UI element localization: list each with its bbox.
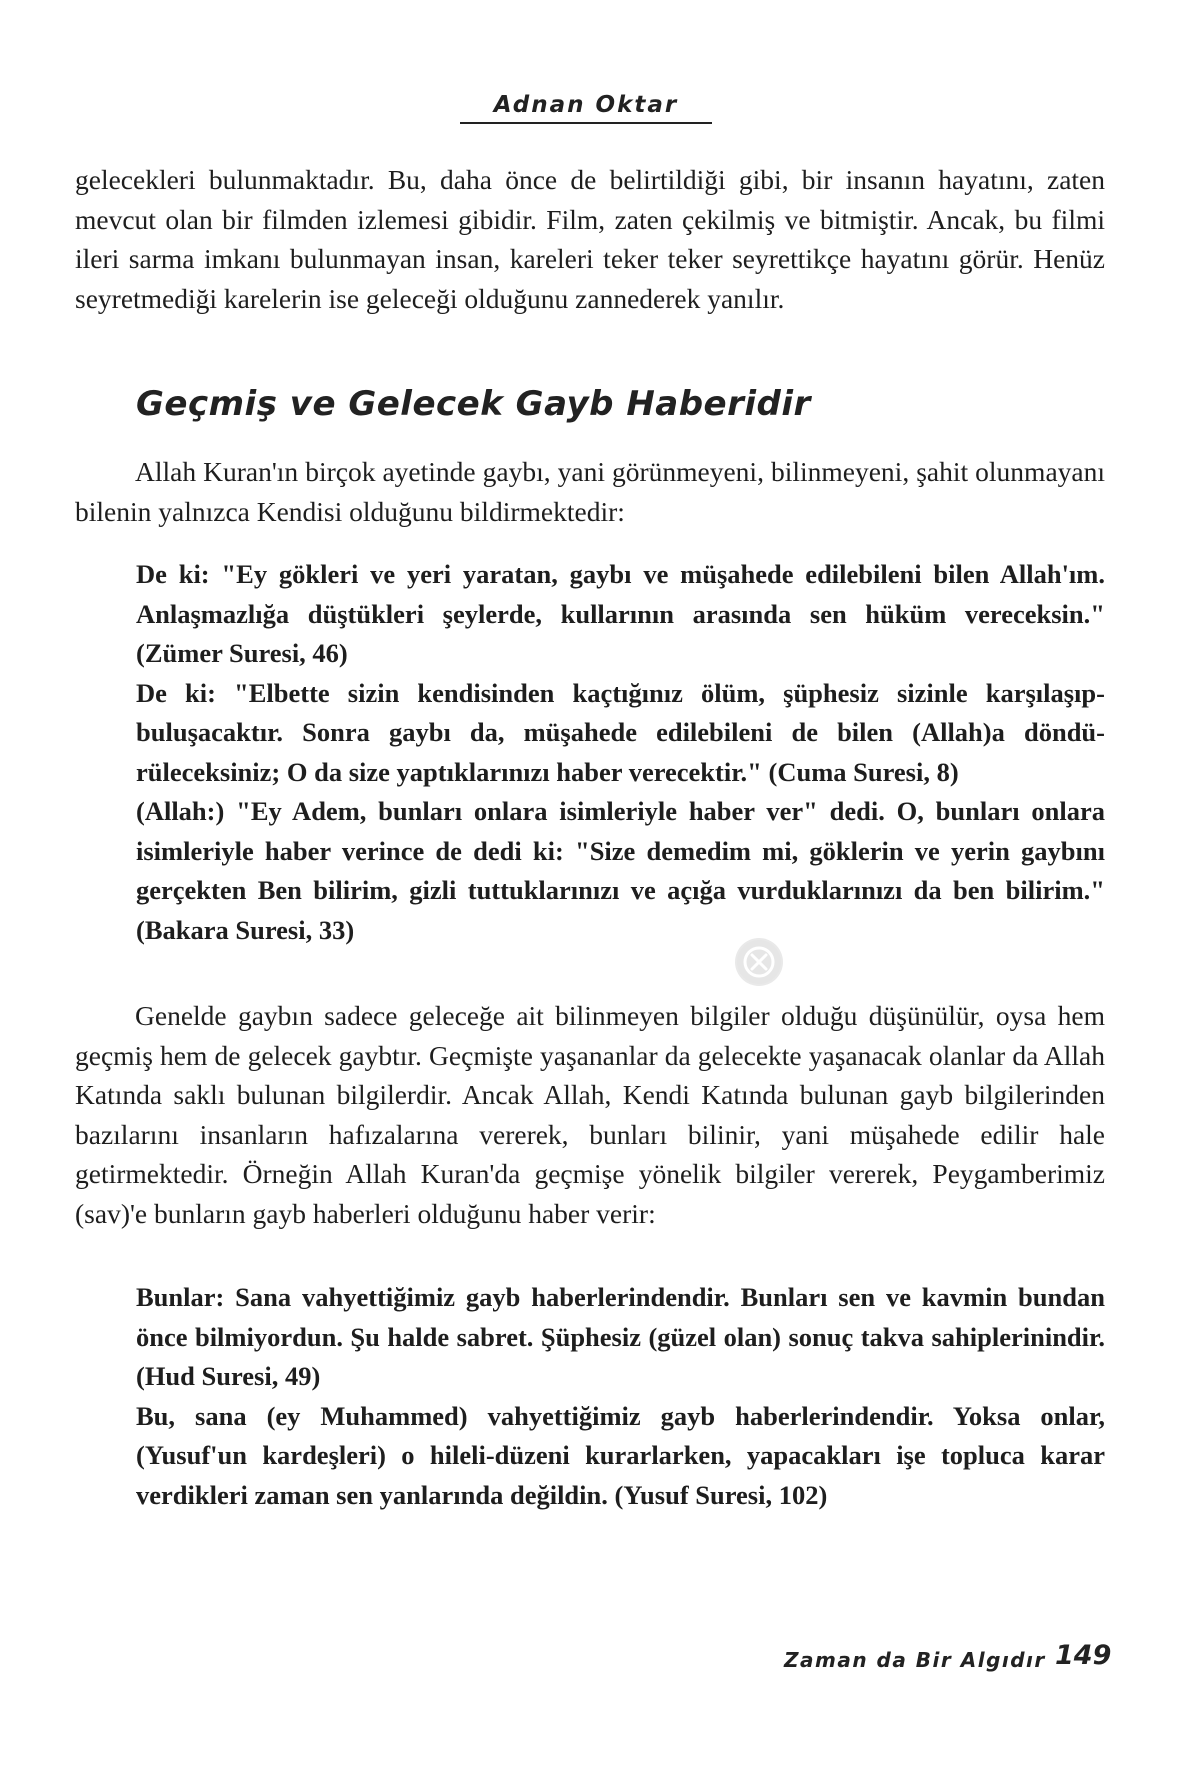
- quote-block-1: [136, 555, 1105, 950]
- watermark-close-circle-icon: [735, 938, 783, 986]
- quote-yusuf-102: Bu, sana (ey Muhammed) vahyettiğimiz gayb haberlerindendir. Yoksa onlar, (Yusuf'un kardeşleri) o hileli-düzeni kurarlarken, yapacakları işe topluca karar verdikleri zaman sen yanlarında değildin. (Yusuf Suresi, 102): [136, 1400, 1105, 1510]
- quote-cuma-8: De ki: "Elbette sizin kendisinden kaçtığınız ölüm, şüphesiz sizinle karşılaşıpbuluşacaktır. Sonra gaybı da, müşahede edilebileni de bilen (Allah)a döndürüleceksiniz; O da size yaptıklarınızı haber verecektir." (Cuma Suresi, 8): [136, 677, 1105, 787]
- page-number: 149: [1055, 1640, 1112, 1671]
- section-heading: Geçmiş ve Gelecek Gayb Haberidir: [136, 384, 811, 424]
- section-paragraph-2: Genelde gaybın sadece geleceğe ait bilinmeyen bilgiler olduğu düşünülür, oysa hem geçmiş hem de gelecek gaybtır. Geçmişte yaşananlar da gelecekte yaşanacak olanlar da Allah Katında saklı bulunan bilgilerdir. Ancak Allah, Kendi Katında bulunan gayb bilgilerinden bazılarını insanların hafızalarına vererek, bunları bilinir, yani müşahede edilir hale getirmektedir. Örneğin Allah Kuran'da geçmişe yönelik bilgiler vererek, Peygamberimiz (sav)'e bunların gayb haberleri olduğunu haber verir:: [75, 1000, 1105, 1229]
- quote-bakara-33: (Allah:) "Ey Adem, bunları onlara isimleriyle haber ver" dedi. O, bunları onlara isimleriyle haber verince de dedi ki: "Size demedim mi, göklerin ve yerin gaybını gerçekten Ben bilirim, gizli tuttuklarınızı ve açığa vurduklarınızı da ben bilirim." (Bakara Suresi, 33): [136, 796, 1105, 945]
- quote-hud-49: Bunlar: Sana vahyettiğimiz gayb haberlerindendir. Bunları sen ve kavmin bundan önce bilmiyordun. Şu halde sabret. Şüphesiz (güzel olan) sonuç takva sahiplerinindir. (Hud Suresi, 49): [136, 1282, 1105, 1391]
- quote-block-2: [136, 1278, 1105, 1515]
- running-header-author: Adnan Oktar: [460, 92, 712, 124]
- running-footer-book-title: Zaman da Bir Algıdır: [784, 1648, 1046, 1672]
- intro-paragraph: gelecekleri bulunmaktadır. Bu, daha önce de belirtildiği gibi, bir insanın hayatını, zaten mevcut olan bir filmden izlemesi gibidir. Film, zaten çekilmiş ve bitmiştir. Ancak, bu filmi ileri sarma imkanı bulunmayan insan, kareleri teker teker seyrettikçe hayatını görür. Henüz seyretmediği karelerin ise geleceği olduğunu zannederek yanılır.: [75, 164, 1105, 314]
- section-paragraph-1: Allah Kuran'ın birçok ayetinde gaybı, yani görünmeyeni, bilinmeyeni, şahit olunmayanı bilenin yalnızca Kendisi olduğunu bildirmektedir:: [75, 456, 1105, 527]
- quote-zumer-46: De ki: "Ey gökleri ve yeri yaratan, gaybı ve müşahede edilebileni bilen Allah'ım. Anlaşmazlığa düştükleri şeylerde, kullarının arasında sen hüküm vereceksin." (Zümer Suresi, 46): [136, 559, 1105, 668]
